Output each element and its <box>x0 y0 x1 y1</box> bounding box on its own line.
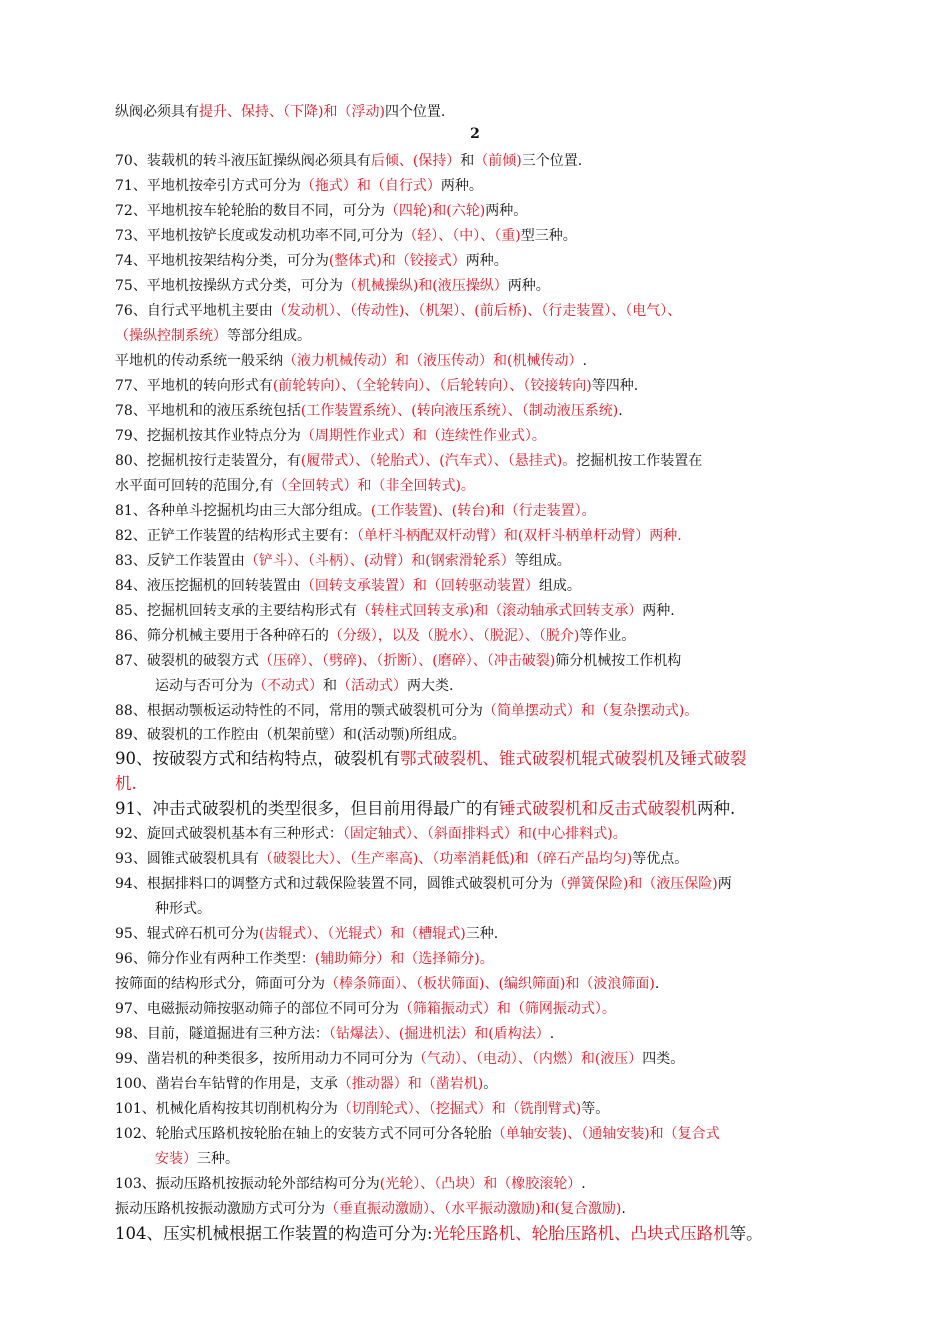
text-line <box>115 1098 865 1120</box>
answer-text: (辅助筛分）和（选择筛分)。 <box>314 951 494 967</box>
text-line <box>115 400 865 422</box>
line-text: 等优点。 <box>632 851 689 867</box>
line-text: 两种. <box>697 799 736 818</box>
line-text: 73、平地机按铲长度或发动机功率不同,可分为 <box>115 228 404 244</box>
text-line <box>115 450 865 472</box>
line-text: 89、破裂机的工作腔由（机架前壁）和(活动颚)所组成。 <box>115 727 466 743</box>
line-text: 100、凿岩台车钻臂的作用是，支承 <box>115 1076 338 1092</box>
text-line <box>155 675 905 697</box>
answer-text: (工作装置)、(转台)和（行走装置）。 <box>370 503 596 519</box>
answer-text: (工作装置系统）、(转向液压系统）、（制动液压系统) <box>300 403 619 419</box>
line-text: 。 <box>483 1076 498 1092</box>
answer-text: (前轮转向）、（全轮转向）、（后轮转向）、（铰接转向) <box>272 378 592 394</box>
line-text: 86、筛分机械主要用于各种碎石的 <box>115 628 329 644</box>
text-line <box>115 998 865 1020</box>
answer-text: （全回转式）和（非全回转式)。 <box>273 478 475 494</box>
line-text: 103、振动压路机按振动轮外部结构可分为 <box>115 1176 380 1192</box>
text-line <box>115 575 865 597</box>
line-text: 三种. <box>465 926 499 942</box>
answer-text: 光轮压路机、轮胎压路机、凸块式压路机 <box>432 1224 730 1243</box>
line-text: 两种。 <box>465 253 508 269</box>
answer-text: （轻）、（中）、（重) <box>403 228 521 244</box>
answer-text: （转柱式回转支承)和（滚动轴承式回转支承） <box>356 603 643 619</box>
answer-text: （钻爆法）、(掘进机法）和(盾构法） <box>328 1026 550 1042</box>
text-line <box>115 625 865 647</box>
answer-text: (整体式)和（铰接式） <box>328 253 466 269</box>
answer-text: （操纵控制系统） <box>115 328 227 344</box>
line-text: 82、正铲工作装置的结构形式主要有： <box>115 528 357 544</box>
line-text: 95、辊式碎石机可分为 <box>115 926 259 942</box>
line-text: 两种。 <box>440 178 483 194</box>
line-text: 振动压路机按振动激励方式可分为 <box>115 1201 325 1217</box>
answer-text: （四轮)和(六轮) <box>384 203 486 219</box>
line-text: 两种。 <box>485 203 528 219</box>
line-text: 等四种. <box>591 378 639 394</box>
answer-text: （液力机械传动）和（液压传动）和(机械传动） <box>283 353 583 369</box>
answer-text: (光轮）、（凸块）和（橡胶滚轮） <box>379 1176 582 1192</box>
text-line <box>115 325 865 347</box>
text-line <box>115 796 865 822</box>
text-line <box>115 1048 865 1070</box>
answer-text: （简单摆动式）和（复杂摆动式)。 <box>482 703 699 719</box>
text-line <box>115 1221 865 1247</box>
answer-text: （活动式） <box>337 678 407 694</box>
answer-text: 后倾、(保持） <box>370 153 461 169</box>
text-line <box>115 746 865 772</box>
line-text: 80、挖掘机按行走装置分，有 <box>115 453 301 469</box>
answer-text: 鄂式破裂机、锥式破裂机辊式破裂机及锤式破裂 <box>400 749 747 768</box>
line-text: 等作业。 <box>579 628 636 644</box>
text-line <box>115 175 865 197</box>
text-line <box>115 275 865 297</box>
answer-text: （不动式） <box>253 678 323 694</box>
text-line <box>115 525 865 547</box>
line-text: 90、按破裂方式和结构特点，破裂机有 <box>115 749 400 768</box>
line-text: 三种。 <box>197 1151 239 1167</box>
text-line <box>115 724 865 746</box>
line-text: 96、筛分作业有两种工作类型： <box>115 951 315 967</box>
line-text: 四类。 <box>642 1051 685 1067</box>
answer-text: （压碎）、（劈碎)、（折断）、(磨碎）、（冲击破裂) <box>258 653 556 669</box>
answer-text: （分级），以及（脱水）、（脱泥）、（脱介) <box>328 628 580 644</box>
page-number: 2 <box>470 126 480 142</box>
line-text: 77、平地机的转向形式有 <box>115 378 273 394</box>
answer-text: （机械操纵)和(液压操纵） <box>342 278 508 294</box>
line-text: 72、平地机按车轮轮胎的数目不同，可分为 <box>115 203 385 219</box>
line-text: 92、旋回式破裂机基本有三种形式： <box>115 826 343 842</box>
text-line <box>155 898 905 920</box>
text-line <box>115 848 865 870</box>
text-line <box>115 700 865 722</box>
line-text: 四个位置. <box>384 104 446 120</box>
line-text: 挖掘机按工作装置在 <box>576 453 703 469</box>
text-line <box>115 475 865 497</box>
line-text: 76、自行式平地机主要由 <box>115 303 273 319</box>
line-text: 平地机的传动系统一般采纳 <box>115 353 283 369</box>
answer-text: （破裂比大）、（生产率高)、（功率消耗低)和（碎石产品均匀) <box>258 851 633 867</box>
line-text: 纵阀必须具有 <box>115 104 199 120</box>
line-text: . <box>582 353 587 369</box>
line-text: . <box>549 1026 555 1042</box>
answer-text: （单轴安装)、（通轴安装)和（复合式 <box>491 1126 720 1142</box>
line-text: 70、装载机的转斗液压缸操纵阀必须具有 <box>115 153 371 169</box>
line-text: 和 <box>460 153 475 169</box>
line-text: 98、目前，隧道掘进有三种方法： <box>115 1026 329 1042</box>
line-text: 93、圆锥式破裂机具有 <box>115 851 259 867</box>
answer-text: （筛箱振动式）和（筛网振动式）。 <box>398 1001 616 1017</box>
text-line <box>115 973 865 995</box>
answer-text: （棒条筛面）、（板状筛面)、(编织筛面)和（波浪筛面) <box>325 976 655 992</box>
line-text: 75、平地机按操纵方式分类，可分为 <box>115 278 343 294</box>
line-text: 102、轮胎式压路机按轮胎在轴上的安装方式不同可分各轮胎 <box>115 1126 492 1142</box>
line-text: . <box>621 1201 626 1217</box>
answer-text: 提升、保持、（下降)和（浮动) <box>199 104 385 120</box>
text-line <box>115 1073 865 1095</box>
line-text: 81、各种单斗挖掘机均由三大部分组成。 <box>115 503 371 519</box>
line-text: . <box>618 403 623 419</box>
line-text: 71、平地机按牵引方式可分为 <box>115 178 301 194</box>
text-line <box>115 948 865 970</box>
text-line <box>115 923 865 945</box>
text-line <box>115 250 865 272</box>
line-text: 两大类. <box>407 678 454 694</box>
line-text: 78、平地机和的液压系统包括 <box>115 403 301 419</box>
line-text: 两种。 <box>507 278 550 294</box>
text-line <box>115 200 865 222</box>
line-text: 按筛面的结构形式分，筛面可分为 <box>115 976 325 992</box>
text-line <box>115 650 865 672</box>
answer-text: （发动机）、（传动性)、（机架）、(前后桥)、（行走装置）、（电气）、 <box>272 303 682 319</box>
text-line <box>115 873 865 895</box>
text-line <box>115 550 865 572</box>
line-text: 91、冲击式破裂机的类型很多，但目前用得最广的有 <box>115 799 499 818</box>
line-text: 三个位置. <box>521 153 583 169</box>
answer-text: （弹簧保险)和（液压保险) <box>552 876 718 892</box>
text-line <box>155 1148 905 1170</box>
text-line <box>115 1173 865 1195</box>
answer-text: (齿辊式）、（光辊式）和（槽辊式) <box>258 926 466 942</box>
line-text: 79、挖掘机按其作业特点分为 <box>115 428 301 444</box>
line-text: 等。 <box>581 1101 610 1117</box>
text-line <box>115 150 865 172</box>
text-line <box>115 350 865 372</box>
line-text: 83、反铲工作装置由 <box>115 553 245 569</box>
answer-text: （单杆斗柄配双杆动臂）和(双杆斗柄单杆动臂）两种. <box>356 528 682 544</box>
line-text: 87、破裂机的破裂方式 <box>115 653 259 669</box>
line-text: 种形式。 <box>155 901 211 917</box>
answer-text: （固定轴式）、（斜面排料式）和(中心排料式)。 <box>342 826 627 842</box>
answer-text: 机. <box>115 774 137 793</box>
answer-text: 安装） <box>155 1151 197 1167</box>
answer-text: （回转支承装置）和（回转驱动装置） <box>300 578 539 594</box>
line-text: 运动与否可分为 <box>155 678 253 694</box>
text-line <box>115 225 865 247</box>
answer-text: 锤式破裂机和反击式破裂机 <box>499 799 697 818</box>
line-text: 组成。 <box>538 578 581 594</box>
line-text: . <box>654 976 660 992</box>
line-text: 84、液压挖掘机的回转装置由 <box>115 578 301 594</box>
line-text: 等组成。 <box>514 553 571 569</box>
text-line <box>115 1023 865 1045</box>
line-text: 和 <box>323 678 337 694</box>
line-text: 筛分机械按工作机构 <box>555 653 682 669</box>
answer-text: （切削轮式）、（挖掘式）和（铣削臂式) <box>337 1101 582 1117</box>
text-line <box>115 1123 865 1145</box>
text-line <box>115 375 865 397</box>
answer-text: (履带式）、（轮胎式）、(汽车式）、（悬挂式)。 <box>300 453 577 469</box>
line-text: 97、电磁振动筛按驱动筛子的部位不同可分为 <box>115 1001 399 1017</box>
text-line <box>115 1198 865 1220</box>
answer-text: （前倾) <box>474 153 522 169</box>
line-text: 两 <box>717 876 732 892</box>
line-text: . <box>581 1176 586 1192</box>
text-line <box>115 600 865 622</box>
line-text: 85、挖掘机回转支承的主要结构形式有 <box>115 603 357 619</box>
answer-text: （周期性作业式）和（连续性作业式）。 <box>300 428 546 444</box>
text-line <box>115 101 865 123</box>
line-text: 等。 <box>729 1224 763 1243</box>
text-line <box>115 425 865 447</box>
text-line <box>115 500 865 522</box>
line-text: 88、根据动颚板运动特性的不同，常用的颚式破裂机可分为 <box>115 703 483 719</box>
answer-text: （气动）、（电动）、（内燃）和(液压） <box>412 1051 643 1067</box>
answer-text: （拖式）和（自行式） <box>300 178 441 194</box>
line-text: 两种. <box>642 603 675 619</box>
line-text: 型三种。 <box>520 228 577 244</box>
line-text: 99、凿岩机的种类很多，按所用动力不同可分为 <box>115 1051 413 1067</box>
line-text: 等部分组成。 <box>227 328 311 344</box>
text-line <box>115 300 865 322</box>
line-text: 74、平地机按架结构分类，可分为 <box>115 253 329 269</box>
answer-text: （推动器）和（凿岩机) <box>337 1076 484 1092</box>
line-text: 104、压实机械根据工作装置的构造可分为: <box>115 1224 433 1243</box>
line-text: 101、机械化盾构按其切削机构分为 <box>115 1101 338 1117</box>
line-text: 94、根据排料口的调整方式和过载保险装置不同，圆锥式破裂机可分为 <box>115 876 553 892</box>
answer-text: （垂直振动激励）、（水平振动激励)和(复合激励) <box>325 1201 622 1217</box>
text-line <box>115 823 865 845</box>
answer-text: （铲斗）、（斗柄）、(动臂）和(钢索滑轮系） <box>244 553 515 569</box>
text-line <box>115 771 865 797</box>
line-text: 水平面可回转的范围分,有 <box>115 478 274 494</box>
